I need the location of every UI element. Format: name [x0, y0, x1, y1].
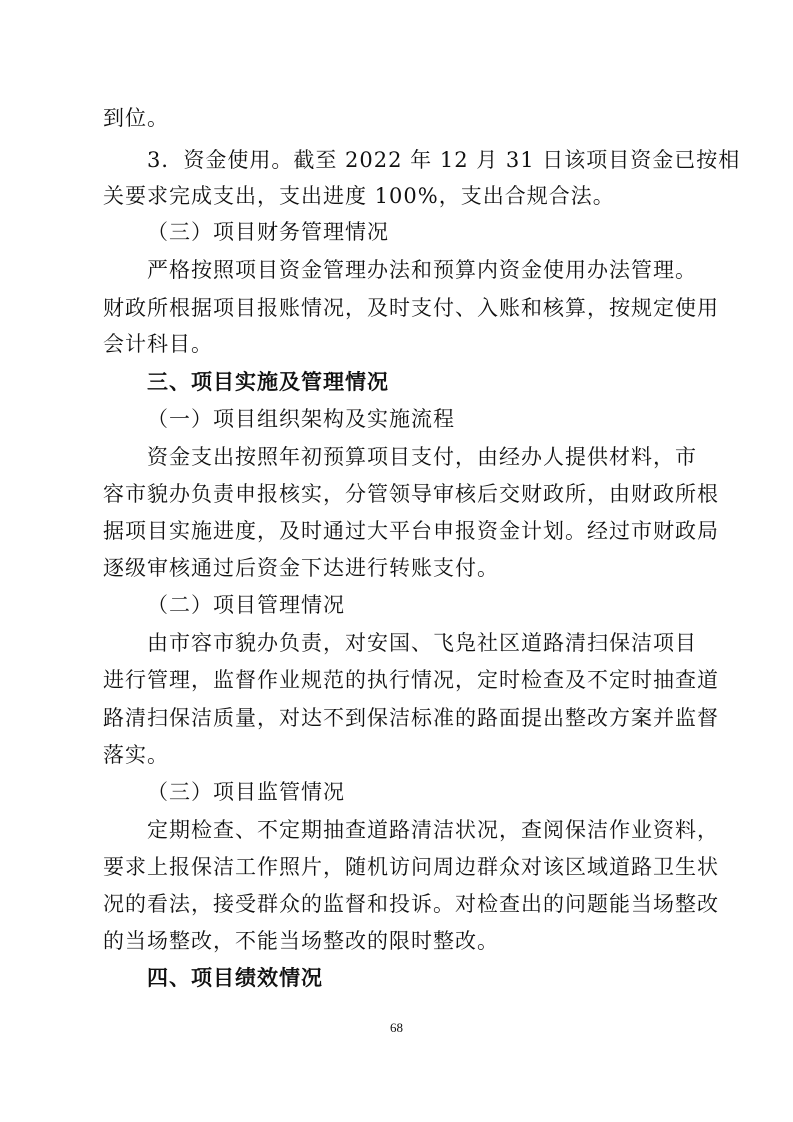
section-subheading: （三）项目财务管理情况 — [147, 220, 389, 244]
section-subheading: （一）项目组织架构及实施流程 — [147, 407, 455, 431]
section-subheading: （三）项目监管情况 — [147, 780, 345, 804]
paragraph-line: 容市貌办负责申报核实，分管领导审核后交财政所，由财政所根 — [103, 482, 719, 506]
paragraph-line: 3．资金使用。截至 2022 年 12 月 31 日该项目资金已按相 — [147, 148, 741, 172]
paragraph-line: 会计科目。 — [103, 332, 213, 356]
paragraph-line: 定期检查、不定期抽查道路清洁状况，查阅保洁作业资料， — [147, 818, 719, 842]
paragraph-line: 要求上报保洁工作照片，随机访问周边群众对该区域道路卫生状 — [103, 855, 719, 879]
paragraph-line: 进行管理，监督作业规范的执行情况，定时检查及不定时抽查道 — [103, 668, 719, 692]
paragraph-line: 据项目实施进度，及时通过大平台申报资金计划。经过市财政局 — [103, 519, 719, 543]
paragraph-line: 财政所根据项目报账情况，及时支付、入账和核算，按规定使用 — [103, 296, 719, 320]
paragraph-line: 逐级审核通过后资金下达进行转账支付。 — [103, 556, 499, 580]
page-number: 68 — [390, 1020, 403, 1035]
paragraph-line: 由市容市貌办负责，对安国、飞凫社区道路清扫保洁项目 — [147, 631, 697, 655]
paragraph-line: 落实。 — [103, 743, 169, 767]
section-heading: 四、项目绩效情况 — [147, 966, 323, 990]
section-heading: 三、项目实施及管理情况 — [147, 370, 389, 394]
paragraph-line: 关要求完成支出，支出进度 100%，支出合规合法。 — [103, 184, 615, 208]
paragraph-line: 到位。 — [103, 106, 169, 130]
section-subheading: （二）项目管理情况 — [147, 593, 345, 617]
paragraph-line: 况的看法，接受群众的监督和投诉。对检查出的问题能当场整改 — [103, 892, 719, 916]
paragraph-line: 的当场整改，不能当场整改的限时整改。 — [103, 929, 499, 953]
paragraph-line: 路清扫保洁质量，对达不到保洁标准的路面提出整改方案并监督 — [103, 706, 719, 730]
paragraph-line: 资金支出按照年初预算项目支付，由经办人提供材料，市 — [147, 445, 697, 469]
paragraph-line: 严格按照项目资金管理办法和预算内资金使用办法管理。 — [147, 258, 697, 282]
